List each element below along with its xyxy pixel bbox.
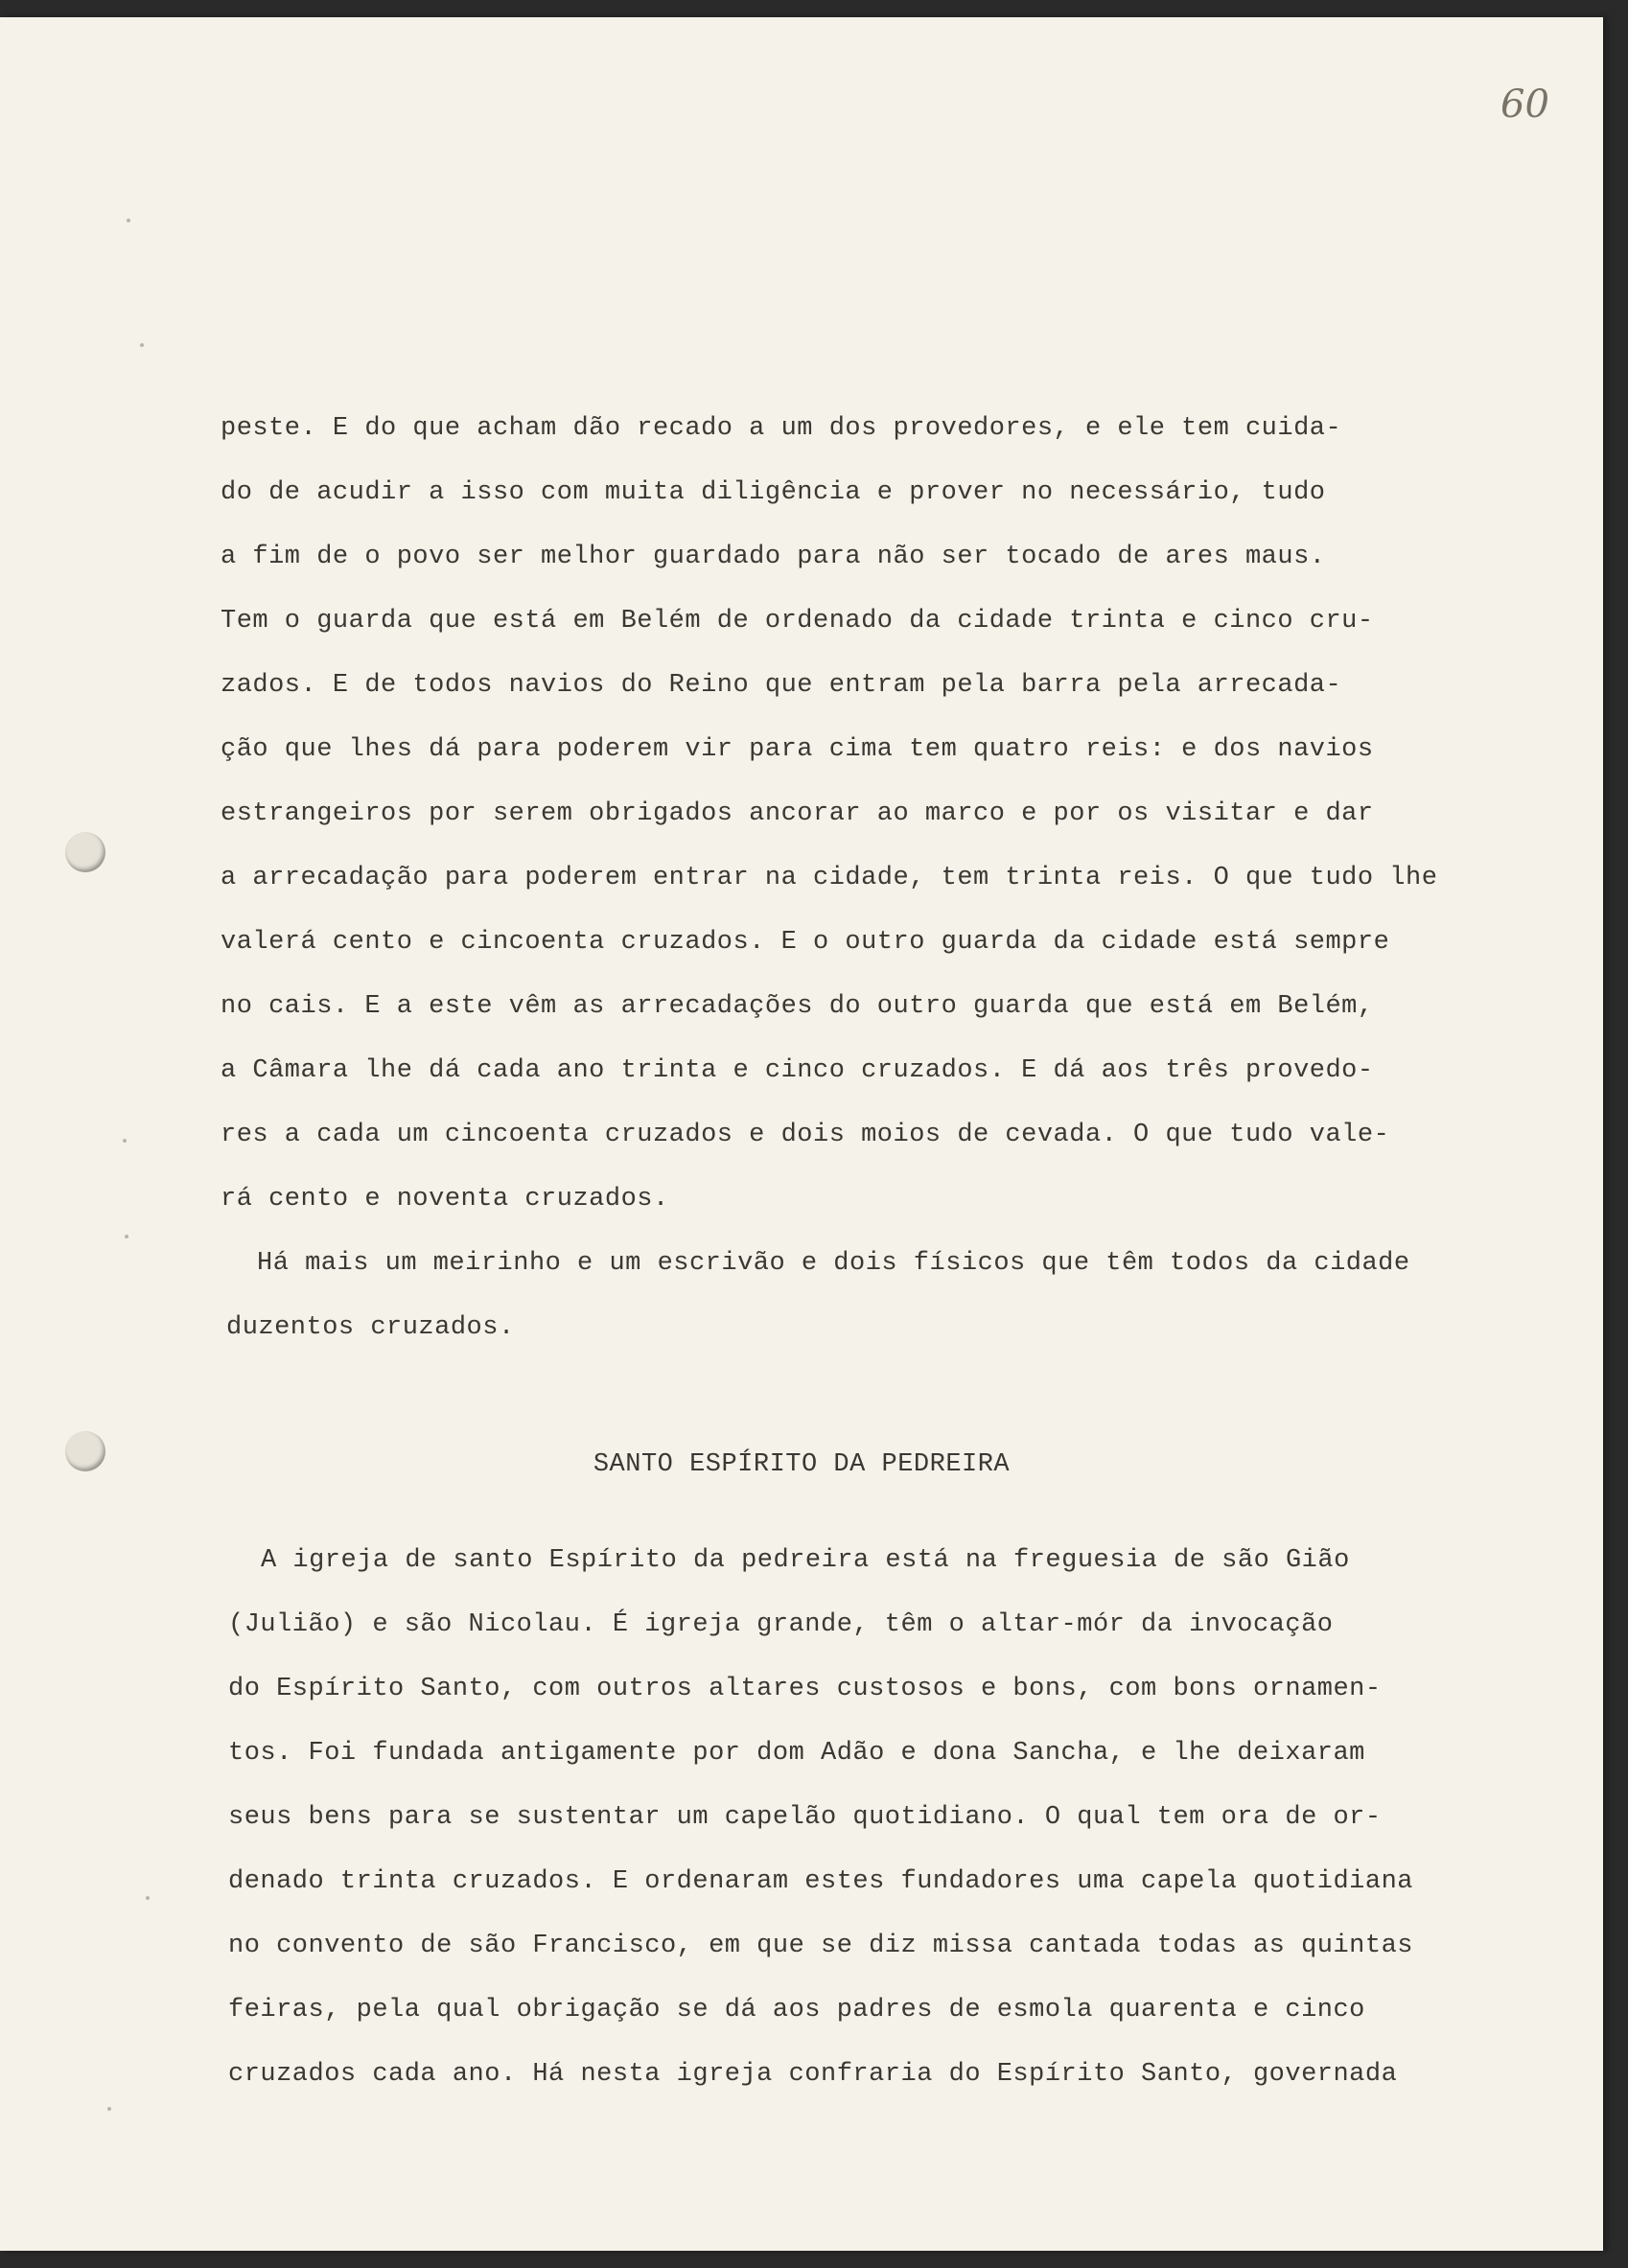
text-line: res a cada um cincoenta cruzados e dois moios de cevada. O que tudo vale-: [221, 1121, 1390, 1149]
text-line: Tem o guarda que está em Belém de ordenado da cidade trinta e cinco cru-: [221, 607, 1374, 636]
text-line: duzentos cruzados.: [226, 1313, 515, 1342]
text-line: cruzados cada ano. Há nesta igreja confraria do Espírito Santo, governada: [228, 2060, 1398, 2089]
text-line: tos. Foi fundada antigamente por dom Adão e dona Sancha, e lhe deixaram: [228, 1739, 1365, 1768]
text-line: a arrecadação para poderem entrar na cidade, tem trinta reis. O que tudo lhe: [221, 864, 1438, 892]
paper-speck: [146, 1896, 150, 1900]
text-line: (Julião) e são Nicolau. É igreja grande, têm o altar-mór da invocação: [228, 1610, 1334, 1639]
paper-speck: [107, 2107, 111, 2111]
paper-speck: [123, 1139, 127, 1143]
paper-speck: [140, 343, 144, 347]
document-page: [0, 17, 1603, 2251]
text-line: no convento de são Francisco, em que se diz missa cantada todas as quintas: [228, 1932, 1413, 1960]
paper-speck: [127, 219, 130, 222]
text-line: ção que lhes dá para poderem vir para cima tem quatro reis: e dos navios: [221, 735, 1374, 764]
section-heading: SANTO ESPÍRITO DA PEDREIRA: [593, 1450, 1011, 1479]
text-line: seus bens para se sustentar um capelão quotidiano. O qual tem ora de or-: [228, 1803, 1382, 1832]
text-line: A igreja de santo Espírito da pedreira está na freguesia de são Gião: [261, 1546, 1350, 1575]
text-line: denado trinta cruzados. E ordenaram estes fundadores uma capela quotidiana: [228, 1867, 1413, 1896]
text-line: no cais. E a este vêm as arrecadações do outro guarda que está em Belém,: [221, 992, 1374, 1021]
text-line: feiras, pela qual obrigação se dá aos padres de esmola quarenta e cinco: [228, 1996, 1365, 2025]
paper-speck: [125, 1235, 128, 1238]
text-line: a Câmara lhe dá cada ano trinta e cinco cruzados. E dá aos três provedo-: [221, 1056, 1374, 1085]
text-line: do de acudir a isso com muita diligência e prover no necessário, tudo: [221, 478, 1326, 507]
text-line: do Espírito Santo, com outros altares custosos e bons, com bons ornamen-: [228, 1675, 1382, 1703]
handwritten-page-number: 60: [1500, 82, 1549, 127]
text-line: valerá cento e cincoenta cruzados. E o outro guarda da cidade está sempre: [221, 928, 1390, 957]
punch-hole: [65, 832, 105, 872]
text-line: rá cento e noventa cruzados.: [221, 1185, 669, 1214]
text-line: zados. E de todos navios do Reino que entram pela barra pela arrecada-: [221, 671, 1342, 700]
text-line: a fim de o povo ser melhor guardado para não ser tocado de ares maus.: [221, 543, 1326, 571]
text-line: estrangeiros por serem obrigados ancorar ao marco e por os visitar e dar: [221, 799, 1374, 828]
text-line: peste. E do que acham dão recado a um dos provedores, e ele tem cuida-: [221, 414, 1342, 443]
text-line: Há mais um meirinho e um escrivão e dois físicos que têm todos da cidade: [257, 1249, 1410, 1278]
